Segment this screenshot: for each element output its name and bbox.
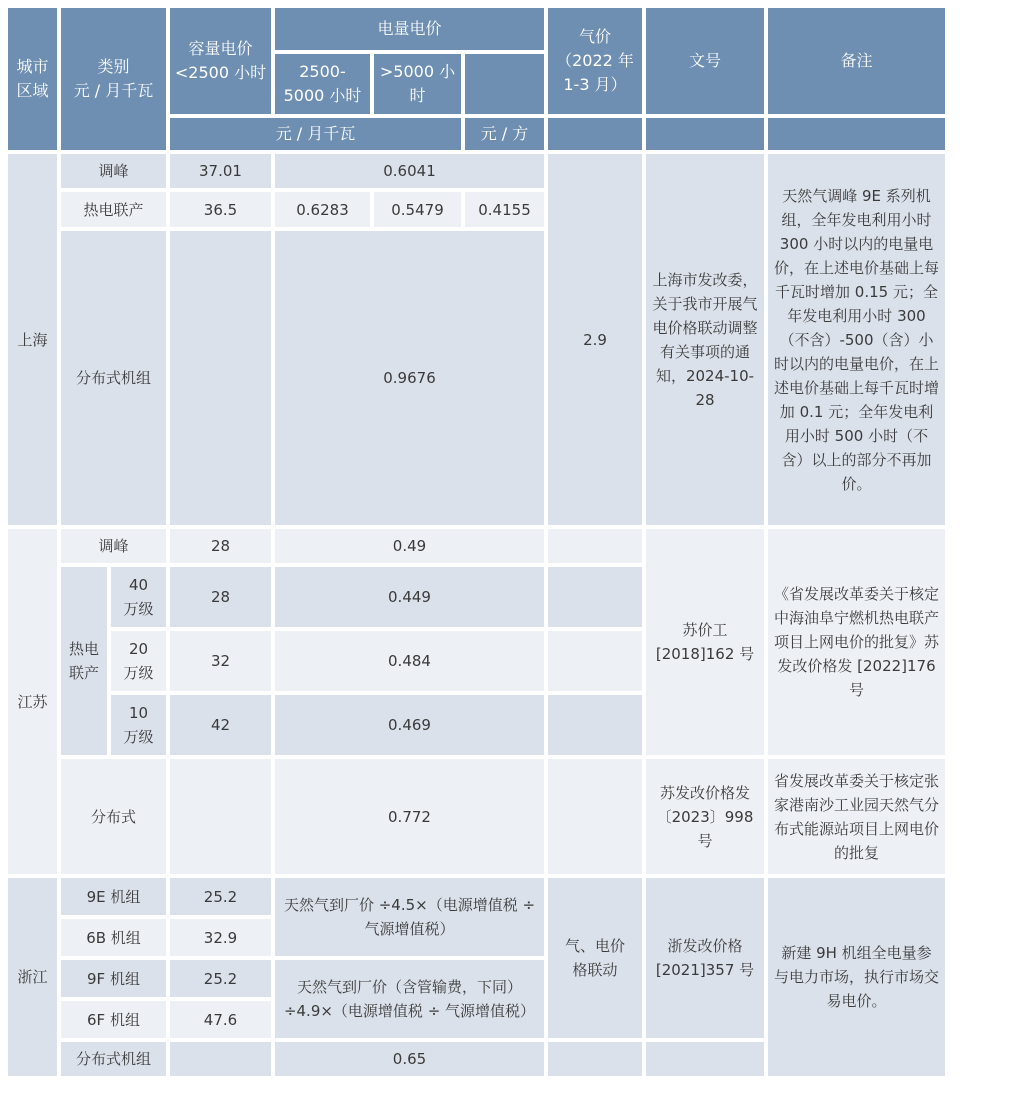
remark-jiangsu-2: 省发展改革委关于核定张家港南沙工业园天然气分布式能源站项目上网电价的批复 — [768, 759, 945, 874]
row-type: 6F 机组 — [61, 1001, 166, 1038]
gas-price-zhejiang: 气、电价 格联动 — [548, 878, 642, 1038]
chp-level: 40 万级 — [111, 567, 166, 627]
capacity-price: 28 — [170, 567, 271, 627]
energy-price: 0.9676 — [275, 231, 544, 525]
energy-price: 0.6041 — [275, 154, 544, 188]
energy-price: 0.449 — [275, 567, 544, 627]
doc-empty — [646, 1042, 764, 1076]
gas-price-empty — [548, 567, 642, 627]
remark-zhejiang: 新建 9H 机组全电量参与电力市场，执行市场交易电价。 — [768, 878, 945, 1076]
header-empty-cell — [548, 118, 642, 150]
remark-jiangsu-1: 《省发展改革委关于核定中海油阜宁燃机热电联产项目上网电价的批复》苏发改价格发 [2022]176 号 — [768, 529, 945, 755]
region-shanghai: 上海 — [8, 154, 57, 525]
gas-price-empty — [548, 695, 642, 755]
energy-price: 0.484 — [275, 631, 544, 691]
row-type: 热电联产 — [61, 192, 166, 227]
gas-price-empty — [548, 759, 642, 874]
header-range-2500-5000: 2500- 5000 小时 — [275, 54, 370, 114]
header-doc-no: 文号 — [646, 8, 764, 114]
capacity-price: 28 — [170, 529, 271, 563]
capacity-price — [170, 231, 271, 525]
doc-zhejiang: 浙发改价格 [2021]357 号 — [646, 878, 764, 1038]
header-unit-kw: 元 / 月千瓦 — [170, 118, 461, 150]
capacity-price: 37.01 — [170, 154, 271, 188]
gas-price-shanghai: 2.9 — [548, 154, 642, 525]
row-type: 9F 机组 — [61, 960, 166, 997]
region-jiangsu: 江苏 — [8, 529, 57, 874]
capacity-price: 32.9 — [170, 919, 271, 956]
capacity-price: 32 — [170, 631, 271, 691]
header-energy-price: 电量电价 — [275, 8, 544, 50]
header-unit-m3: 元 / 方 — [465, 118, 544, 150]
gas-power-price-table — [4, 4, 949, 1080]
chp-level: 10 万级 — [111, 695, 166, 755]
energy-price: 0.49 — [275, 529, 544, 563]
doc-jiangsu-1: 苏价工 [2018]162 号 — [646, 529, 764, 755]
gas-price-empty — [548, 631, 642, 691]
energy-price: 0.772 — [275, 759, 544, 874]
capacity-price: 47.6 — [170, 1001, 271, 1038]
energy-price-2500-5000: 0.6283 — [275, 192, 370, 227]
header-range-over-5000: >5000 小时 — [374, 54, 461, 114]
header-capacity-price: 容量电价 <2500 小时 — [170, 8, 271, 114]
header-empty-cell — [646, 118, 764, 150]
capacity-price — [170, 1042, 271, 1076]
region-zhejiang: 浙江 — [8, 878, 57, 1076]
energy-formula-2: 天然气到厂价（含管输费，下同）÷4.9×（电源增值税 ÷ 气源增值税） — [275, 960, 544, 1038]
gas-price-empty — [548, 1042, 642, 1076]
energy-price: 0.65 — [275, 1042, 544, 1076]
row-type: 6B 机组 — [61, 919, 166, 956]
row-type: 分布式机组 — [61, 231, 166, 525]
header-gas-price: 气价 （2022 年 1-3 月） — [548, 8, 642, 114]
row-type: 调峰 — [61, 529, 166, 563]
header-empty-cell — [465, 54, 544, 114]
chp-level: 20 万级 — [111, 631, 166, 691]
doc-shanghai: 上海市发改委，关于我市开展气电价格联动调整有关事项的通知，2024-10-28 — [646, 154, 764, 525]
energy-price-third: 0.4155 — [465, 192, 544, 227]
doc-jiangsu-2: 苏发改价格发〔2023〕998 号 — [646, 759, 764, 874]
capacity-price: 25.2 — [170, 960, 271, 997]
energy-price: 0.469 — [275, 695, 544, 755]
row-type: 分布式机组 — [61, 1042, 166, 1076]
header-remarks: 备注 — [768, 8, 945, 114]
energy-price-over-5000: 0.5479 — [374, 192, 461, 227]
row-type: 调峰 — [61, 154, 166, 188]
chp-label: 热电 联产 — [61, 567, 107, 755]
row-type: 分布式 — [61, 759, 166, 874]
gas-price-empty — [548, 529, 642, 563]
header-region: 城市 区域 — [8, 8, 57, 150]
remark-shanghai: 天然气调峰 9E 系列机组，全年发电利用小时 300 小时以内的电量电价，在上述电价基础上每千瓦时增加 0.15 元；全年发电利用小时 300（不含）-500（含）小时以内的电量电价，在上述电价基础上每千瓦时增加 0.1 元；全年发电利用小时 500 小时（不含）以上的部分不再加价。 — [768, 154, 945, 525]
capacity-price: 36.5 — [170, 192, 271, 227]
capacity-price — [170, 759, 271, 874]
row-type: 9E 机组 — [61, 878, 166, 915]
capacity-price: 42 — [170, 695, 271, 755]
capacity-price: 25.2 — [170, 878, 271, 915]
header-empty-cell — [768, 118, 945, 150]
header-category: 类别 元 / 月千瓦 — [61, 8, 166, 150]
energy-formula-1: 天然气到厂价 ÷4.5×（电源增值税 ÷ 气源增值税） — [275, 878, 544, 956]
